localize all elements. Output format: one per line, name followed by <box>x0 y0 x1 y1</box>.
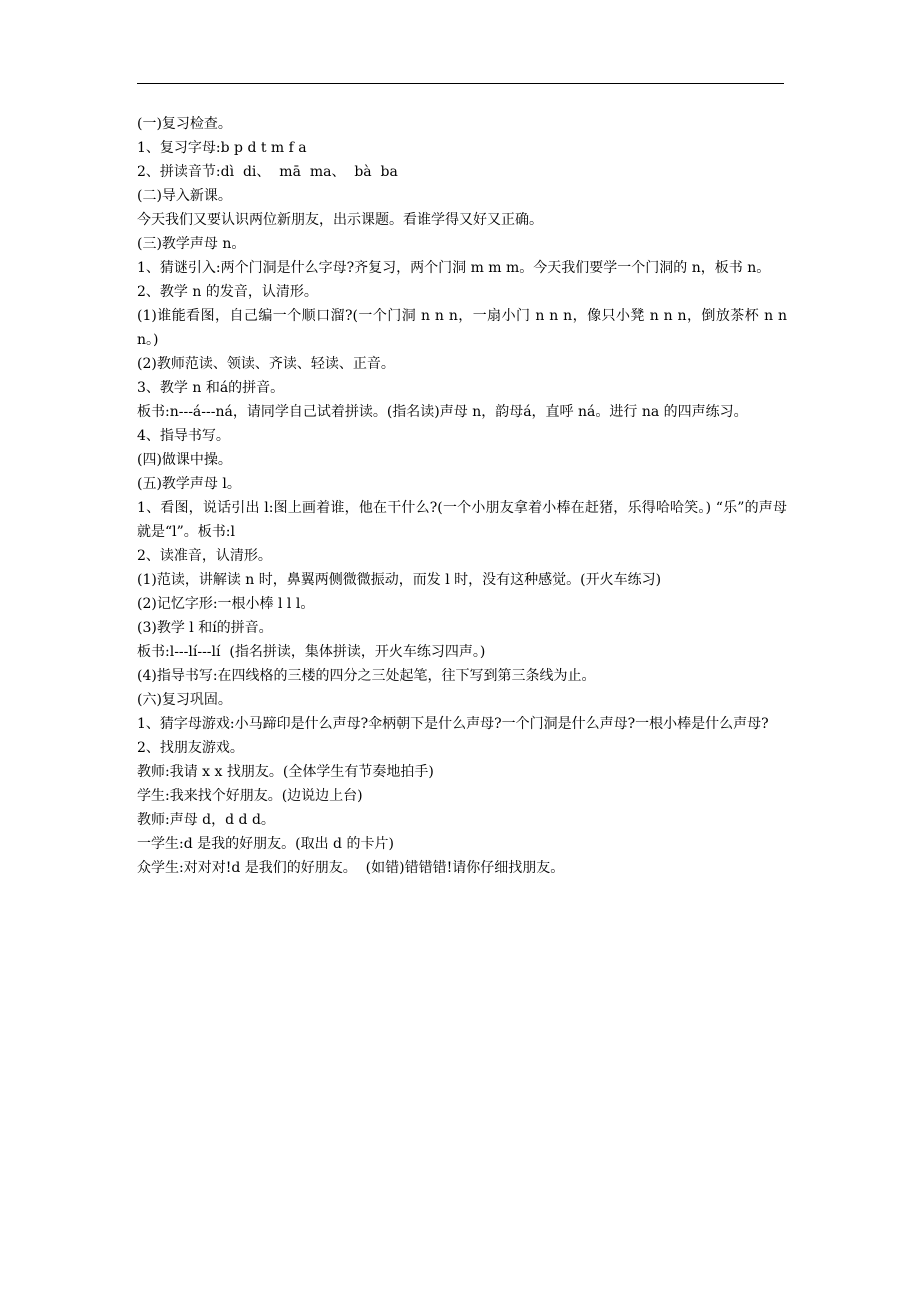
paragraph-line: 教师:声母 d，d d d。 <box>137 812 275 828</box>
paragraph-line: 板书:l---lí---lí (指名拼读，集体拼读，开火车练习四声。) <box>137 644 486 660</box>
paragraph-line: (3)教学 l 和í的拼音。 <box>137 620 273 636</box>
paragraph-line: 一学生:d 是我的好朋友。(取出 d 的卡片) <box>137 836 394 852</box>
paragraph-line: (1)范读，讲解读 n 时，鼻翼两侧微微振动，而发 l 时，没有这种感觉。(开火车练习) <box>137 572 662 588</box>
paragraph-line: (4)指导书写:在四线格的三楼的四分之三处起笔，往下写到第三条线为止。 <box>137 668 596 684</box>
paragraph-line: 3、教学 n 和á的拼音。 <box>137 380 285 396</box>
paragraph-line: 1、猜字母游戏:小马蹄印是什么声母?伞柄朝下是什么声母?一个门洞是什么声母?一根小棒是什么声母? <box>137 716 769 732</box>
section-heading-consolidate: (六)复习巩固。 <box>137 692 232 708</box>
paragraph-line: 2、读准音，认清形。 <box>137 548 272 564</box>
paragraph-line: (2)教师范读、领读、齐读、轻读、正音。 <box>137 356 395 372</box>
section-heading-n: (三)教学声母 n。 <box>137 236 246 252</box>
paragraph-line: 2、拼读音节:dì di、 mā ma、 bà ba <box>137 164 398 180</box>
paragraph-line: 1、猜谜引入:两个门洞是什么字母?齐复习，两个门洞 m m m。今天我们要学一个门洞的 n，板书 n。 <box>137 260 771 276</box>
paragraph-line: 众学生:对对对!d 是我们的好朋友。 (如错)错错错!请你仔细找朋友。 <box>137 860 565 876</box>
paragraph-line: 2、教学 n 的发音，认清形。 <box>137 284 318 300</box>
paragraph-line: (1)谁能看图，自己编一个顺口溜?(一个门洞 n n n，一扇小门 n n n，像只小凳 n n n，倒放茶杯 n n n。) <box>137 308 792 348</box>
paragraph-line: 1、复习字母:b p d t m f a <box>137 140 307 156</box>
paragraph-line: (2)记忆字形:一根小棒 l l l。 <box>137 596 315 612</box>
paragraph-line: 学生:我来找个好朋友。(边说边上台) <box>137 788 363 804</box>
paragraph-line: 教师:我请 x x 找朋友。(全体学生有节奏地拍手) <box>137 764 434 780</box>
paragraph-line: 今天我们又要认识两位新朋友，出示课题。看谁学得又好又正确。 <box>137 212 543 228</box>
paragraph-line: 板书:n---á---ná，请同学自己试着拼读。(指名读)声母 n，韵母á，直呼 ná。进行 na 的四声练习。 <box>137 404 748 420</box>
paragraph-line: 4、指导书写。 <box>137 428 230 444</box>
section-heading-exercise: (四)做课中操。 <box>137 452 232 468</box>
section-heading-review: (一)复习检查。 <box>137 116 232 132</box>
paragraph-line: 1、看图，说话引出 l:图上画着谁，他在干什么?(一个小朋友拿着小棒在赶猪，乐得哈哈笑。) “乐”的声母就是“l”。板书:l <box>137 500 787 540</box>
section-heading-l: (五)教学声母 l。 <box>137 476 241 492</box>
paragraph-line: 2、找朋友游戏。 <box>137 740 244 756</box>
document-body <box>137 112 792 880</box>
header-rule <box>137 83 784 84</box>
section-heading-intro: (二)导入新课。 <box>137 188 232 204</box>
